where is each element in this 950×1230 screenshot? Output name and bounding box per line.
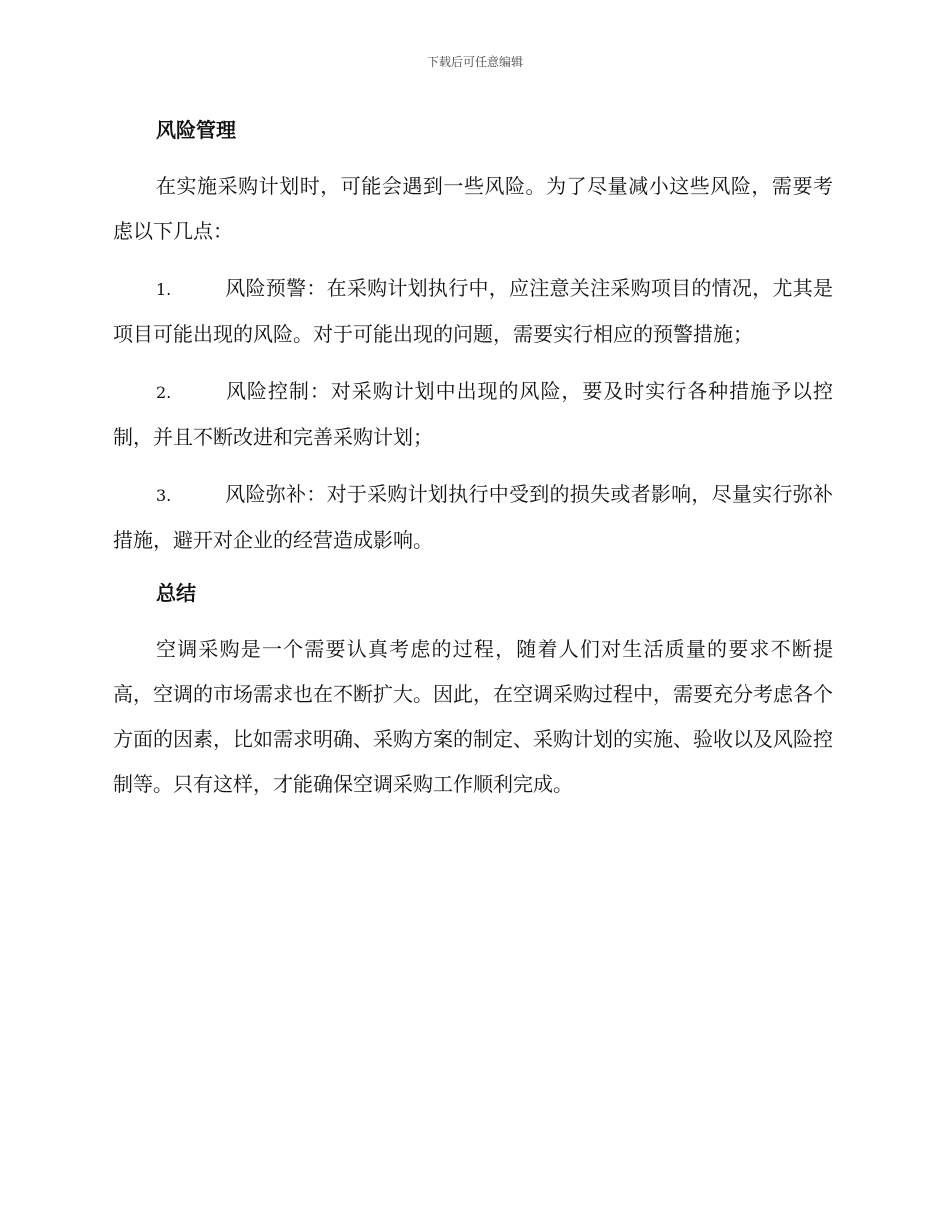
list-item-text: 风险预警：在采购计划执行中，应注意关注采购项目的情况，尤其是项目可能出现的风险。对于可能出现的问题，需要实行相应的预警措施； <box>113 276 833 346</box>
risk-list-item <box>113 472 833 563</box>
list-item-number: 1. <box>156 280 172 299</box>
summary-heading: 总结 <box>156 581 196 605</box>
document-body <box>113 112 833 819</box>
risk-list-item <box>113 369 833 460</box>
risk-list-item <box>113 266 833 357</box>
risk-intro-paragraph: 在实施采购计划时，可能会遇到一些风险。为了尽量减小这些风险，需要考虑以下几点： <box>113 174 833 243</box>
list-item-number: 2. <box>156 383 172 402</box>
header-note: 下载后可任意编辑 <box>426 55 523 69</box>
summary-paragraph: 空调采购是一个需要认真考虑的过程，随着人们对生活质量的要求不断提高，空调的市场需求也在不断扩大。因此，在空调采购过程中，需要充分考虑各个方面的因素，比如需求明确、采购方案的制定、采购计划的实施、验收以及风险控制等。只有这样，才能确保空调采购工作顺利完成。 <box>113 637 833 796</box>
list-item-number: 3. <box>156 486 172 505</box>
list-item-text: 风险控制：对采购计划中出现的风险，要及时实行各种措施予以控制，并且不断改进和完善采购计划； <box>113 379 833 449</box>
risk-heading: 风险管理 <box>156 118 236 142</box>
list-item-text: 风险弥补：对于采购计划执行中受到的损失或者影响，尽量实行弥补措施，避开对企业的经营造成影响。 <box>113 482 833 552</box>
